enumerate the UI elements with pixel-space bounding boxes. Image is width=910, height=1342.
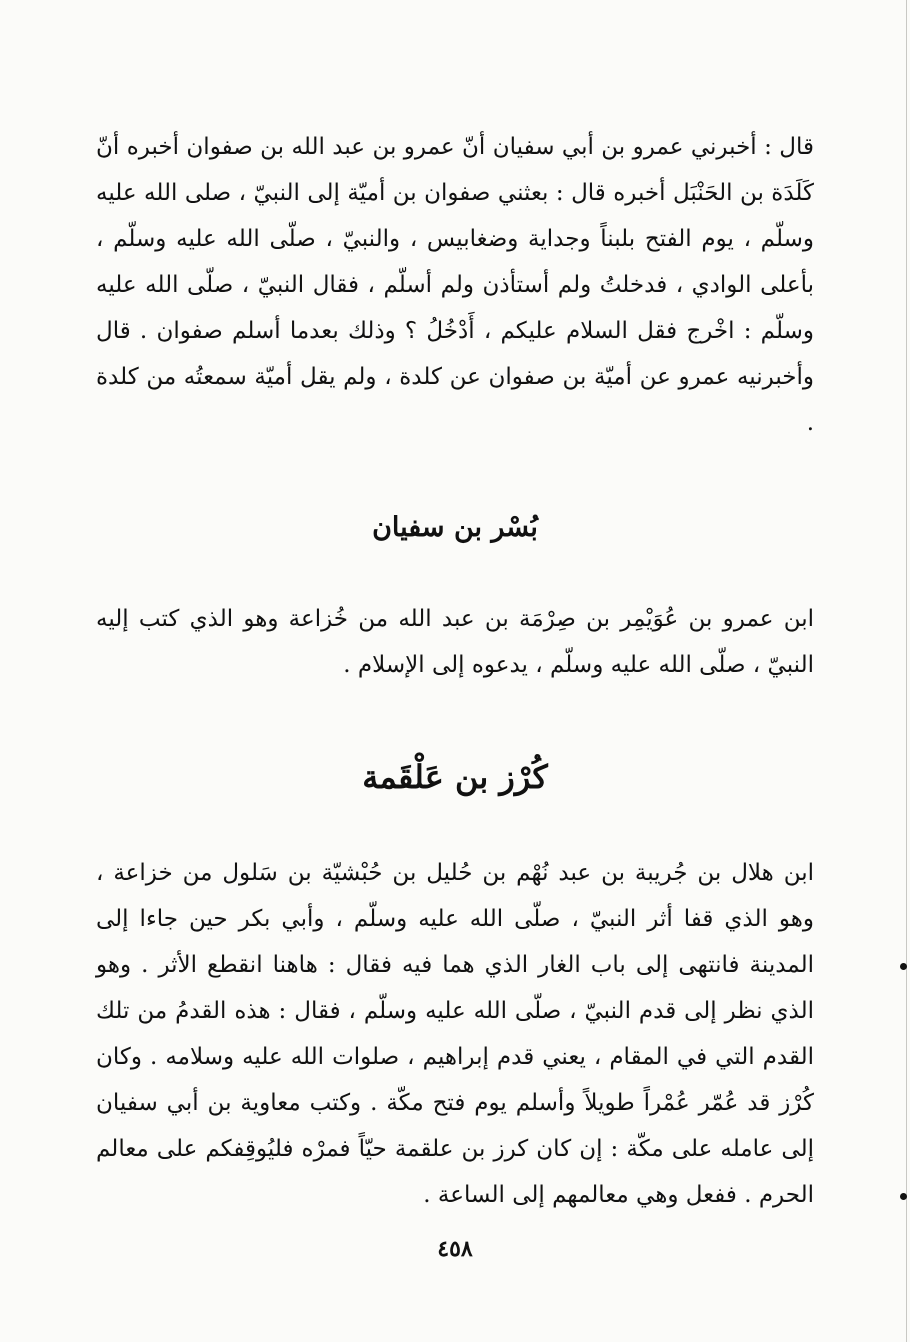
entry-paragraph-bishr: ابن عمرو بن عُوَيْمِر بن صِرْمَة بن عبد الله من خُزاعة وهو الذي كتب إليه النبيّ ، صلّى الله عليه وسلّم ، يدعوه إلى الإسلام . <box>96 606 814 678</box>
page-number: ٤٥٨ <box>437 1236 473 1262</box>
margin-dot-mark <box>900 1193 907 1200</box>
page-edge-line <box>906 0 907 1342</box>
entry-paragraph-kurz: ابن هلال بن جُريبة بن عبد نُهْم بن حُليل بن حُبْشيّة بن سَلول من خزاعة ، وهو الذي قفا أثر النبيّ ، صلّى الله عليه وسلّم ، وأبي بكر حين جاءا إلى المدينة فانتهى إلى باب الغار الذي هما فيه فقال : هاهنا انقطع الأثر . وهو الذي نظر إلى قدم النبيّ ، صلّى الله عليه وسلّم ، فقال : هذه القدمُ من تلك القدم التي في المقام ، يعني قدم إبراهيم ، صلوات الله عليه وسلامه . وكان كُرْز قد عُمّر عُمْراً طويلاً وأسلم يوم فتح مكّة . وكتب معاوية بن أبي سفيان إلى عامله على مكّة : إن كان كرز بن علقمة حيّاً فمرْه فليُوقِفكم على معالم الحرم . ففعل وهي معالمهم إلى الساعة . <box>96 860 814 1208</box>
section-heading-bishr: بُسْر بن سفيان <box>372 512 538 543</box>
margin-dot-mark <box>900 963 907 970</box>
entry-paragraph-kalada: قال : أخبرني عمرو بن أبي سفيان أنّ عمرو بن عبد الله بن صفوان أخبره أنّ كَلَدَة بن الحَنْبَل أخبره قال : بعثني صفوان بن أميّة إلى النبيّ ، صلى الله عليه وسلّم ، يوم الفتح بلبناً وجداية وضغابيس ، والنبيّ ، صلّى الله عليه وسلّم ، بأعلى الوادي ، فدخلتُ ولم أستأذن ولم أسلّم ، فقال النبيّ ، صلّى الله عليه وسلّم : اخْرج فقل السلام عليكم ، أَدْخُلُ ؟ وذلك بعدما أسلم صفوان . قال وأخبرنيه عمرو عن أميّة بن صفوان عن كلدة ، ولم يقل أميّة سمعتُه من كلدة . <box>96 134 814 436</box>
section-heading-kurz: كُرْز بن عَلْقَمة <box>362 758 548 796</box>
